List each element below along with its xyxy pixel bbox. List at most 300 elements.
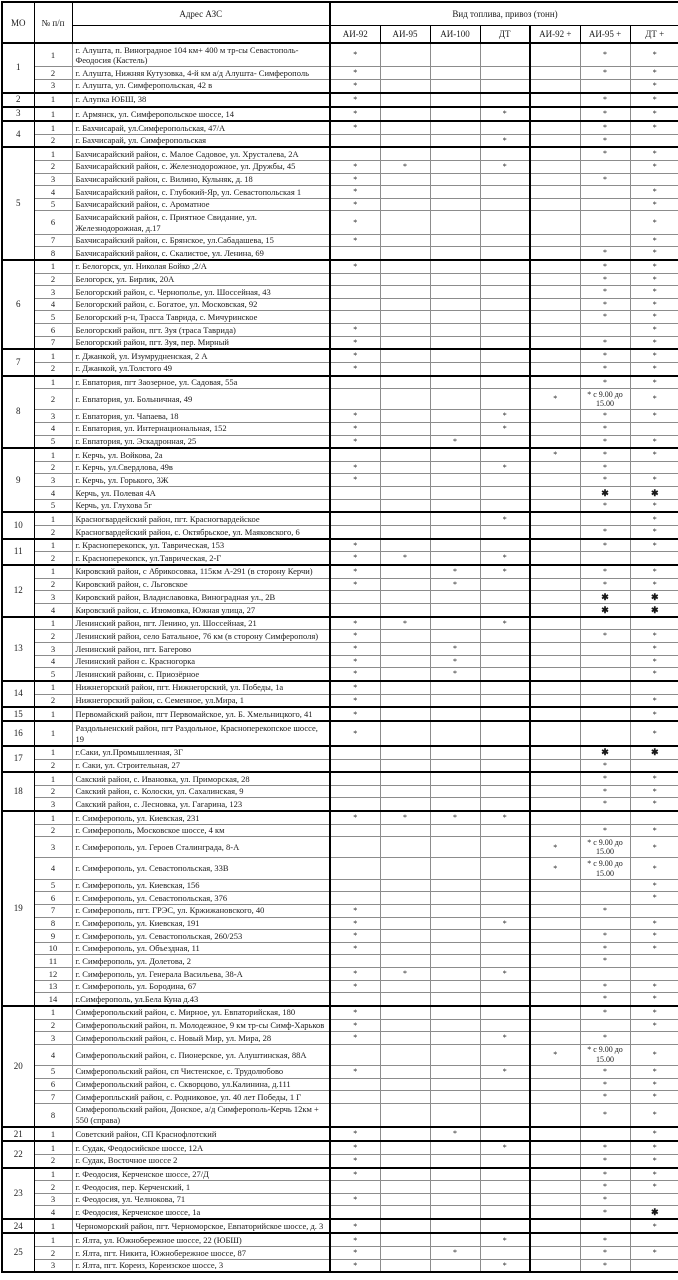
fuel-availability-cell: * [530, 858, 580, 879]
fuel-availability-cell [380, 147, 430, 160]
fuel-availability-cell: * [580, 1078, 630, 1091]
fuel-availability-cell: * [430, 565, 480, 578]
address-cell: г. Симферополь, ул. Севастопольская, 33В [72, 858, 330, 879]
fuel-availability-cell [330, 824, 380, 837]
fuel-availability-cell: * [630, 93, 678, 107]
address-cell: Белогорский р-н, Трасса Таврида, с. Мичуринское [72, 311, 330, 324]
row-number-cell: 10 [34, 942, 72, 955]
row-number-cell: 6 [34, 324, 72, 337]
row-number-cell: 2 [34, 526, 72, 539]
row-number-cell: 1 [34, 1006, 72, 1019]
fuel-availability-cell: * [630, 798, 678, 811]
row-number-cell: 4 [34, 604, 72, 617]
fuel-availability-cell: * [330, 474, 380, 487]
fuel-availability-cell [330, 134, 380, 147]
address-cell: г. Симферополь, ул. Киевская, 156 [72, 879, 330, 892]
fuel-availability-cell: * [330, 694, 380, 707]
fuel-availability-cell [530, 798, 580, 811]
fuel-availability-cell [630, 1193, 678, 1206]
row-number-cell: 2 [34, 67, 72, 80]
fuel-availability-cell [430, 955, 480, 968]
row-number-cell: 1 [34, 746, 72, 759]
fuel-availability-cell [430, 1032, 480, 1045]
fuel-availability-cell [480, 668, 530, 681]
fuel-availability-cell [530, 234, 580, 247]
fuel-availability-cell: * [630, 211, 678, 234]
fuel-availability-cell [380, 539, 430, 552]
fuel-availability-cell [530, 681, 580, 694]
header-fuel-col: ДТ [480, 26, 530, 44]
address-cell: г. Симферополь, ул. Киевская, 191 [72, 917, 330, 930]
fuel-availability-cell [430, 1091, 480, 1104]
table-row [2, 694, 678, 707]
fuel-availability-cell [580, 721, 630, 745]
fuel-availability-cell [380, 785, 430, 798]
address-cell: г.Симферополь, ул.Бела Куна д.43 [72, 993, 330, 1006]
table-row [2, 173, 678, 186]
fuel-availability-cell: * [330, 1233, 380, 1246]
fuel-availability-cell [380, 286, 430, 299]
fuel-availability-cell: * [630, 668, 678, 681]
fuel-availability-cell [430, 837, 480, 858]
row-number-cell: 2 [34, 578, 72, 591]
fuel-availability-cell: * [430, 655, 480, 668]
fuel-availability-cell [530, 824, 580, 837]
fuel-availability-cell: * [580, 311, 630, 324]
fuel-availability-cell [430, 630, 480, 643]
fuel-availability-cell [580, 1127, 630, 1141]
fuel-availability-cell: * [330, 1219, 380, 1233]
fuel-availability-cell [430, 694, 480, 707]
table-row [2, 930, 678, 943]
table-row [2, 121, 678, 134]
address-cell: г. Симферополь, пгт. ГРЭС, ул. Кржижановского, 40 [72, 904, 330, 917]
fuel-availability-cell [480, 526, 530, 539]
address-cell: Бахчисарайский район, с. Малое Садовое, ул. Хрусталева, 2А [72, 147, 330, 160]
fuel-availability-cell: * [580, 1168, 630, 1181]
fuel-availability-cell [380, 955, 430, 968]
address-cell: Красногвардейский район, пгт. Красногвардейское [72, 512, 330, 525]
row-number-cell: 8 [34, 247, 72, 260]
fuel-availability-cell [630, 461, 678, 474]
fuel-availability-cell [430, 785, 480, 798]
fuel-availability-cell [530, 336, 580, 349]
fuel-availability-cell [380, 1206, 430, 1219]
fuel-availability-cell [480, 655, 530, 668]
address-cell: Бахчисарайский район, с. Ароматное [72, 198, 330, 211]
fuel-availability-cell: * [580, 298, 630, 311]
fuel-availability-cell: * [630, 643, 678, 656]
fuel-availability-cell: ✱ [580, 487, 630, 500]
fuel-availability-cell [430, 79, 480, 92]
address-cell: г. Евпатория, ул. Больничная, 49 [72, 389, 330, 410]
address-cell: г. Феодосия, ул. Челнокова, 71 [72, 1193, 330, 1206]
fuel-availability-cell [530, 565, 580, 578]
row-number-cell: 4 [34, 186, 72, 199]
fuel-availability-cell [380, 298, 430, 311]
fuel-availability-cell [380, 448, 430, 461]
fuel-availability-cell: * [330, 260, 380, 273]
fuel-availability-cell [330, 772, 380, 785]
address-cell: Нижнегорский район, пгт. Нижнегорский, ул. Победы, 1а [72, 681, 330, 694]
fuel-availability-cell [480, 93, 530, 107]
fuel-availability-cell: * [580, 349, 630, 362]
fuel-availability-cell [330, 892, 380, 905]
row-number-cell: 8 [34, 917, 72, 930]
fuel-availability-cell: ✱ [580, 604, 630, 617]
row-number-cell: 5 [34, 198, 72, 211]
fuel-availability-cell [330, 389, 380, 410]
row-number-cell: 13 [34, 980, 72, 993]
fuel-availability-cell: ✱ [630, 604, 678, 617]
address-cell: г. Симферополь, ул. Генерала Васильева, 38-А [72, 968, 330, 981]
fuel-availability-cell [330, 487, 380, 500]
table-row [2, 1078, 678, 1091]
fuel-availability-cell [580, 512, 630, 525]
fuel-availability-cell [580, 707, 630, 721]
fuel-availability-cell: * с 9.00 до 15.00 [580, 837, 630, 858]
fuel-availability-cell [480, 79, 530, 92]
fuel-availability-cell [380, 643, 430, 656]
fuel-availability-cell: * [530, 1044, 580, 1065]
table-row [2, 43, 678, 67]
address-cell: г.Саки, ул.Промышленная, 3Г [72, 746, 330, 759]
header-row-top [2, 2, 678, 26]
fuel-availability-cell [380, 121, 430, 134]
fuel-availability-cell: * [580, 942, 630, 955]
fuel-availability-cell [530, 410, 580, 423]
fuel-availability-cell [430, 273, 480, 286]
fuel-availability-cell [480, 892, 530, 905]
fuel-availability-cell [380, 1233, 430, 1246]
row-number-cell: 1 [34, 772, 72, 785]
fuel-availability-cell: * [630, 362, 678, 375]
fuel-availability-cell [530, 1065, 580, 1078]
fuel-availability-cell [330, 286, 380, 299]
fuel-availability-cell: * [330, 1019, 380, 1032]
table-row [2, 435, 678, 448]
mo-cell: 9 [2, 448, 34, 512]
fuel-availability-cell [380, 474, 430, 487]
fuel-availability-cell [480, 1181, 530, 1194]
fuel-availability-cell [430, 1103, 480, 1127]
address-cell: Кировский район, с. Льговское [72, 578, 330, 591]
fuel-availability-cell [380, 512, 430, 525]
fuel-availability-cell [330, 604, 380, 617]
fuel-availability-cell [580, 160, 630, 173]
fuel-availability-cell: * [330, 79, 380, 92]
fuel-availability-cell [630, 955, 678, 968]
table-row [2, 526, 678, 539]
header-fuel-col: АИ-92 [330, 26, 380, 44]
table-row [2, 942, 678, 955]
table-row [2, 260, 678, 273]
fuel-availability-cell: * [330, 1006, 380, 1019]
fuel-availability-cell: * с 9.00 до 15.00 [580, 858, 630, 879]
table-row [2, 286, 678, 299]
fuel-availability-cell: * [330, 617, 380, 630]
fuel-availability-cell: * [630, 198, 678, 211]
fuel-availability-cell [330, 1181, 380, 1194]
fuel-availability-cell: * [480, 512, 530, 525]
fuel-availability-cell [480, 681, 530, 694]
fuel-availability-cell [380, 746, 430, 759]
row-number-cell: 1 [34, 539, 72, 552]
fuel-availability-cell: * [330, 942, 380, 955]
address-cell: г. Симферополь, ул. Героев Сталинграда, 8-А [72, 837, 330, 858]
fuel-availability-cell: * [330, 198, 380, 211]
row-number-cell: 3 [34, 591, 72, 604]
row-number-cell: 1 [34, 512, 72, 525]
fuel-availability-cell [380, 67, 430, 80]
fuel-availability-cell [380, 655, 430, 668]
mo-cell: 13 [2, 617, 34, 681]
fuel-availability-cell: * [630, 858, 678, 879]
fuel-availability-cell [430, 160, 480, 173]
row-number-cell: 1 [34, 1127, 72, 1141]
row-number-cell: 2 [34, 1019, 72, 1032]
fuel-availability-cell [430, 311, 480, 324]
fuel-availability-cell: * [330, 980, 380, 993]
table-row [2, 134, 678, 147]
fuel-availability-cell [380, 1032, 430, 1045]
fuel-availability-cell: * [630, 1019, 678, 1032]
mo-cell: 1 [2, 43, 34, 93]
table-row [2, 811, 678, 824]
address-cell: г. Красноперекопск, ул.Таврическая, 2-Г [72, 552, 330, 565]
fuel-availability-cell [530, 311, 580, 324]
address-cell: Черноморский район, пгт. Черноморское, Евпаторийское шоссе, д. 3 [72, 1219, 330, 1233]
fuel-availability-cell [430, 746, 480, 759]
fuel-availability-cell [480, 43, 530, 67]
fuel-availability-cell [530, 785, 580, 798]
fuel-availability-cell [580, 643, 630, 656]
fuel-availability-cell [480, 448, 530, 461]
fuel-availability-cell: * [630, 879, 678, 892]
fuel-availability-cell [530, 1247, 580, 1260]
fuel-availability-cell [430, 879, 480, 892]
fuel-availability-cell [430, 186, 480, 199]
row-number-cell: 3 [34, 286, 72, 299]
row-number-cell: 3 [34, 1259, 72, 1272]
fuel-availability-cell [580, 694, 630, 707]
row-number-cell: 9 [34, 930, 72, 943]
address-cell: г. Бахчисарай, ул. Симферопольская [72, 134, 330, 147]
fuel-availability-cell: * [630, 234, 678, 247]
fuel-availability-cell [430, 298, 480, 311]
fuel-availability-cell [480, 173, 530, 186]
fuel-availability-cell: * [630, 499, 678, 512]
table-row [2, 707, 678, 721]
fuel-availability-cell [330, 798, 380, 811]
table-row [2, 772, 678, 785]
table-row [2, 1032, 678, 1045]
fuel-availability-cell: * [430, 1127, 480, 1141]
fuel-availability-cell: ✱ [580, 591, 630, 604]
fuel-availability-cell: * [330, 67, 380, 80]
fuel-availability-cell [380, 1103, 430, 1127]
fuel-availability-cell: * [480, 552, 530, 565]
fuel-availability-cell: * [630, 349, 678, 362]
fuel-availability-cell [480, 435, 530, 448]
header-address-spacer [72, 26, 330, 44]
row-number-cell: 5 [34, 879, 72, 892]
fuel-availability-cell: * [330, 643, 380, 656]
table-row [2, 721, 678, 745]
fuel-availability-cell: * [330, 410, 380, 423]
mo-cell: 11 [2, 539, 34, 565]
fuel-availability-cell [330, 955, 380, 968]
fuel-availability-cell [430, 260, 480, 273]
fuel-availability-cell [380, 211, 430, 234]
fuel-availability-cell [380, 93, 430, 107]
row-number-cell: 1 [34, 1233, 72, 1246]
fuel-availability-cell [530, 211, 580, 234]
address-cell: Бахчисарайский район, с. Брянское, ул.Сабадашева, 15 [72, 234, 330, 247]
row-number-cell: 1 [34, 349, 72, 362]
fuel-availability-cell: * [580, 1006, 630, 1019]
fuel-availability-cell: ✱ [630, 1206, 678, 1219]
table-row [2, 565, 678, 578]
fuel-availability-cell: * [630, 474, 678, 487]
fuel-availability-cell: ✱ [630, 487, 678, 500]
fuel-availability-cell: * [580, 1181, 630, 1194]
fuel-availability-cell [530, 993, 580, 1006]
row-number-cell: 1 [34, 121, 72, 134]
address-cell: Ленинский район, село Батальное, 76 км (в сторону Симферополя) [72, 630, 330, 643]
fuel-availability-cell: * [330, 336, 380, 349]
mo-cell: 18 [2, 772, 34, 811]
row-number-cell: 3 [34, 79, 72, 92]
address-cell: Керчь, ул. Полевая 4А [72, 487, 330, 500]
row-number-cell: 5 [34, 668, 72, 681]
fuel-availability-cell [380, 134, 430, 147]
fuel-availability-cell [530, 147, 580, 160]
row-number-cell: 2 [34, 1247, 72, 1260]
fuel-availability-cell: * [330, 1193, 380, 1206]
table-row [2, 324, 678, 337]
fuel-availability-cell [380, 1065, 430, 1078]
fuel-availability-cell [430, 1019, 480, 1032]
fuel-availability-cell [330, 512, 380, 525]
fuel-availability-cell [480, 1044, 530, 1065]
mo-cell: 25 [2, 1233, 34, 1272]
fuel-availability-cell [480, 1247, 530, 1260]
fuel-availability-cell [530, 422, 580, 435]
row-number-cell: 1 [34, 721, 72, 745]
fuel-availability-cell: * [330, 565, 380, 578]
address-cell: Кировский район, Владиславовка, Виноградная ул., 2В [72, 591, 330, 604]
address-cell: Симферопольский район, с. Пионерское, ул. Алуштинская, 88А [72, 1044, 330, 1065]
table-row [2, 499, 678, 512]
table-row [2, 1193, 678, 1206]
fuel-availability-cell: * [630, 107, 678, 121]
fuel-availability-cell [530, 173, 580, 186]
fuel-availability-cell: * [330, 160, 380, 173]
table-row [2, 539, 678, 552]
fuel-availability-cell [580, 917, 630, 930]
address-cell: г. Бахчисарай, ул.Симферопольская, 47/А [72, 121, 330, 134]
fuel-availability-cell: * [630, 785, 678, 798]
fuel-availability-cell [430, 121, 480, 134]
fuel-availability-cell: ✱ [580, 746, 630, 759]
table-row [2, 955, 678, 968]
address-cell: Кировский район, с Абрикосовка, 115км А-291 (в сторону Керчи) [72, 565, 330, 578]
address-cell: Симферопольский район, сп Чистенское, с. Трудолюбово [72, 1065, 330, 1078]
fuel-availability-cell [380, 107, 430, 121]
fuel-availability-cell: * [330, 721, 380, 745]
fuel-availability-cell: * [630, 942, 678, 955]
fuel-availability-cell [430, 448, 480, 461]
fuel-availability-cell: * [580, 435, 630, 448]
fuel-availability-cell [530, 362, 580, 375]
row-number-cell: 4 [34, 1044, 72, 1065]
table-row [2, 668, 678, 681]
fuel-availability-cell: * [580, 260, 630, 273]
fuel-availability-cell [580, 655, 630, 668]
fuel-availability-cell: * [580, 107, 630, 121]
fuel-availability-cell [480, 376, 530, 389]
fuel-availability-cell: * [630, 707, 678, 721]
fuel-availability-cell: * [480, 1141, 530, 1154]
fuel-availability-cell [530, 904, 580, 917]
fuel-availability-cell [530, 1259, 580, 1272]
row-number-cell: 5 [34, 1065, 72, 1078]
fuel-availability-cell [580, 892, 630, 905]
fuel-availability-cell [530, 67, 580, 80]
row-number-cell: 1 [34, 617, 72, 630]
fuel-availability-cell [580, 198, 630, 211]
fuel-availability-cell [380, 707, 430, 721]
fuel-availability-cell: * [330, 655, 380, 668]
fuel-availability-cell: * [580, 1032, 630, 1045]
fuel-availability-cell [380, 930, 430, 943]
row-number-cell: 4 [34, 1206, 72, 1219]
table-row [2, 234, 678, 247]
fuel-availability-cell: * [430, 578, 480, 591]
row-number-cell: 2 [34, 824, 72, 837]
fuel-availability-cell [430, 461, 480, 474]
row-number-cell: 6 [34, 211, 72, 234]
fuel-availability-cell [330, 858, 380, 879]
fuel-availability-cell [480, 273, 530, 286]
fuel-availability-cell [530, 811, 580, 824]
fuel-availability-cell [480, 1206, 530, 1219]
fuel-availability-cell [330, 499, 380, 512]
fuel-availability-cell [430, 772, 480, 785]
fuel-availability-cell [580, 1219, 630, 1233]
fuel-availability-cell: * [630, 286, 678, 299]
fuel-availability-cell: * [330, 811, 380, 824]
fuel-availability-cell [380, 1006, 430, 1019]
fuel-availability-cell: * [580, 376, 630, 389]
fuel-availability-cell: * [630, 1168, 678, 1181]
fuel-availability-cell [480, 993, 530, 1006]
fuel-availability-cell [480, 487, 530, 500]
fuel-availability-cell [380, 1127, 430, 1141]
header-fuel-col: АИ-95 + [580, 26, 630, 44]
mo-cell: 23 [2, 1168, 34, 1220]
address-cell: г. Симферополь, ул. Севастопольская, 376 [72, 892, 330, 905]
fuel-availability-cell: * [630, 694, 678, 707]
row-number-cell: 5 [34, 311, 72, 324]
table-row [2, 1181, 678, 1194]
fuel-availability-cell [430, 721, 480, 745]
fuel-availability-cell: * [580, 1206, 630, 1219]
fuel-availability-cell: * [530, 837, 580, 858]
mo-cell: 20 [2, 1006, 34, 1127]
fuel-availability-cell [430, 604, 480, 617]
